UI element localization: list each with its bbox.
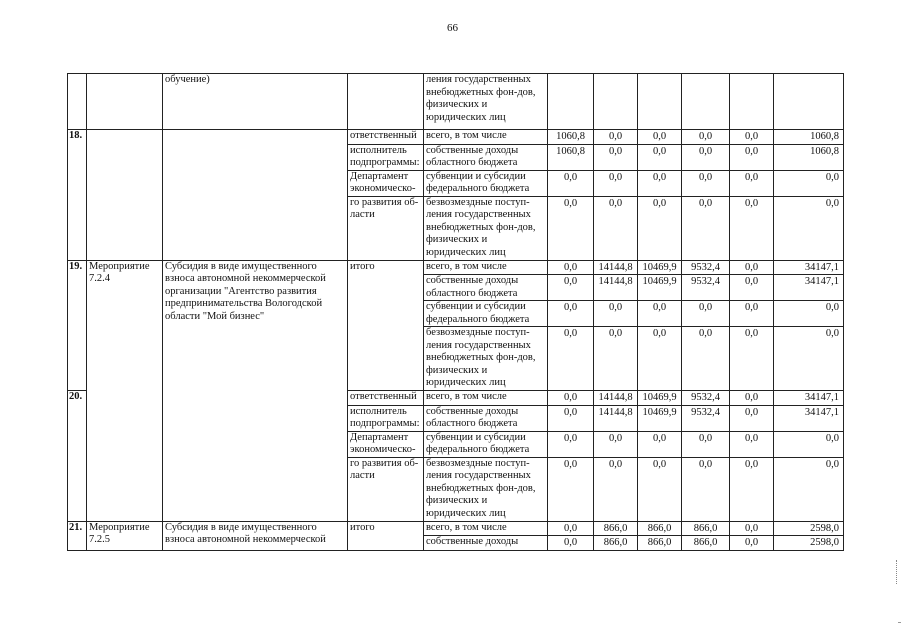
value-cell: 0,0 [730, 275, 774, 301]
value-cell: 0,0 [548, 327, 594, 391]
value-cell: 0,0 [730, 405, 774, 431]
value-cell: 0,0 [548, 457, 594, 521]
value-cell: 0,0 [548, 196, 594, 260]
value-cell: 0,0 [730, 301, 774, 327]
value-cell: 0,0 [730, 260, 774, 275]
responsible-cell: ответственный [348, 391, 424, 406]
value-cell: 0,0 [730, 144, 774, 170]
value-cell: 34147,1 [774, 391, 844, 406]
page-number: 66 [447, 22, 458, 34]
value-cell: 0,0 [548, 536, 594, 551]
table-row [68, 260, 844, 275]
value-cell: 0,0 [548, 260, 594, 275]
responsible-cell: Департамент экономическо- [348, 170, 424, 196]
table-row [68, 74, 844, 130]
value-cell: 866,0 [594, 536, 638, 551]
value-cell: 0,0 [730, 196, 774, 260]
value-cell: 1060,8 [548, 130, 594, 145]
value-cell [774, 74, 844, 130]
source-cell: безвозмездные поступ-ления государственных внебюджетных фон-дов, физических и юридических лиц [424, 457, 548, 521]
value-cell: 14144,8 [594, 260, 638, 275]
source-cell: безвозмездные поступ-ления государственных внебюджетных фон-дов, физических и юридических лиц [424, 327, 548, 391]
event-cell [87, 74, 163, 130]
value-cell: 0,0 [682, 457, 730, 521]
value-cell: 0,0 [638, 130, 682, 145]
source-cell: собственные доходы областного бюджета [424, 144, 548, 170]
value-cell: 866,0 [682, 536, 730, 551]
value-cell: 0,0 [638, 170, 682, 196]
value-cell: 0,0 [682, 144, 730, 170]
value-cell: 9532,4 [682, 391, 730, 406]
description-cell: обучение) [163, 74, 348, 130]
value-cell [730, 74, 774, 130]
table-row [68, 521, 844, 536]
value-cell: 0,0 [638, 327, 682, 391]
value-cell: 0,0 [638, 196, 682, 260]
value-cell: 9532,4 [682, 405, 730, 431]
source-cell: собственные доходы областного бюджета [424, 275, 548, 301]
value-cell: 0,0 [594, 144, 638, 170]
value-cell: 9532,4 [682, 260, 730, 275]
value-cell: 0,0 [594, 170, 638, 196]
value-cell: 0,0 [638, 457, 682, 521]
event-cell [87, 130, 163, 261]
source-cell: безвозмездные поступ-ления государственных внебюджетных фон-дов, физических и юридических лиц [424, 196, 548, 260]
value-cell: 10469,9 [638, 391, 682, 406]
value-cell: 10469,9 [638, 260, 682, 275]
source-cell: субвенции и субсидии федерального бюджета [424, 431, 548, 457]
value-cell [594, 74, 638, 130]
value-cell: 866,0 [594, 521, 638, 536]
value-cell: 0,0 [682, 170, 730, 196]
value-cell: 0,0 [730, 521, 774, 536]
value-cell: 0,0 [682, 327, 730, 391]
value-cell: 14144,8 [594, 405, 638, 431]
row-index: 19. [68, 260, 87, 391]
row-index [68, 74, 87, 130]
row-index: 18. [68, 130, 87, 261]
value-cell: 0,0 [682, 301, 730, 327]
value-cell: 0,0 [594, 327, 638, 391]
responsible-cell: го развития об-ласти [348, 457, 424, 521]
value-cell: 0,0 [730, 130, 774, 145]
value-cell: 10469,9 [638, 405, 682, 431]
value-cell: 0,0 [594, 457, 638, 521]
value-cell: 34147,1 [774, 405, 844, 431]
source-cell: субвенции и субсидии федерального бюджета [424, 301, 548, 327]
budget-table [67, 73, 844, 551]
value-cell: 14144,8 [594, 391, 638, 406]
value-cell: 0,0 [594, 130, 638, 145]
responsible-cell: исполнитель подпрограммы: [348, 405, 424, 431]
value-cell: 1060,8 [774, 130, 844, 145]
value-cell: 2598,0 [774, 521, 844, 536]
description-cell: Субсидия в виде имущественного взноса автономной некоммерческой [163, 521, 348, 550]
value-cell [548, 74, 594, 130]
value-cell [682, 74, 730, 130]
source-cell: всего, в том числе [424, 260, 548, 275]
value-cell: 0,0 [548, 170, 594, 196]
value-cell: 14144,8 [594, 275, 638, 301]
source-cell: всего, в том числе [424, 521, 548, 536]
table-row [68, 130, 844, 145]
responsible-cell: исполнитель подпрограммы: [348, 144, 424, 170]
responsible-cell: го развития об-ласти [348, 196, 424, 260]
value-cell: 9532,4 [682, 275, 730, 301]
value-cell: 1060,8 [774, 144, 844, 170]
value-cell: 0,0 [774, 431, 844, 457]
value-cell: 0,0 [774, 327, 844, 391]
value-cell: 0,0 [638, 301, 682, 327]
responsible-cell: Департамент экономическо- [348, 431, 424, 457]
value-cell: 0,0 [730, 170, 774, 196]
value-cell: 0,0 [548, 405, 594, 431]
value-cell: 1060,8 [548, 144, 594, 170]
value-cell: 0,0 [594, 196, 638, 260]
value-cell: 34147,1 [774, 260, 844, 275]
value-cell: 10469,9 [638, 275, 682, 301]
row-index: 20. [68, 391, 87, 522]
margin-tick [898, 622, 901, 623]
value-cell: 0,0 [774, 170, 844, 196]
value-cell: 0,0 [774, 196, 844, 260]
source-cell: всего, в том числе [424, 391, 548, 406]
responsible-cell: итого [348, 521, 424, 550]
value-cell: 0,0 [730, 327, 774, 391]
description-cell [163, 130, 348, 261]
value-cell: 0,0 [682, 196, 730, 260]
event-cell: Мероприятие 7.2.5 [87, 521, 163, 550]
event-cell: Мероприятие 7.2.4 [87, 260, 163, 521]
value-cell: 0,0 [730, 431, 774, 457]
value-cell: 0,0 [682, 431, 730, 457]
responsible-cell: итого [348, 260, 424, 391]
value-cell: 34147,1 [774, 275, 844, 301]
value-cell: 0,0 [548, 275, 594, 301]
source-cell: собственные доходы [424, 536, 548, 551]
source-cell: собственные доходы областного бюджета [424, 405, 548, 431]
value-cell: 0,0 [594, 431, 638, 457]
value-cell: 2598,0 [774, 536, 844, 551]
margin-mark [896, 560, 901, 584]
value-cell [638, 74, 682, 130]
value-cell: 0,0 [774, 301, 844, 327]
value-cell: 0,0 [548, 301, 594, 327]
value-cell: 0,0 [638, 431, 682, 457]
value-cell: 0,0 [730, 536, 774, 551]
value-cell: 0,0 [548, 391, 594, 406]
value-cell: 866,0 [638, 521, 682, 536]
value-cell: 866,0 [638, 536, 682, 551]
value-cell: 866,0 [682, 521, 730, 536]
value-cell: 0,0 [730, 457, 774, 521]
value-cell: 0,0 [682, 130, 730, 145]
value-cell: 0,0 [638, 144, 682, 170]
value-cell: 0,0 [774, 457, 844, 521]
value-cell: 0,0 [548, 521, 594, 536]
source-cell: всего, в том числе [424, 130, 548, 145]
source-cell: ления государственных внебюджетных фон-дов, физических и юридических лиц [424, 74, 548, 130]
responsible-cell [348, 74, 424, 130]
responsible-cell: ответственный [348, 130, 424, 145]
row-index: 21. [68, 521, 87, 550]
value-cell: 0,0 [594, 301, 638, 327]
source-cell: субвенции и субсидии федерального бюджета [424, 170, 548, 196]
value-cell: 0,0 [548, 431, 594, 457]
value-cell: 0,0 [730, 391, 774, 406]
description-cell: Субсидия в виде имущественного взноса автономной некоммерческой организации "Агентство развития предпринимательства Вологодской области "Мой бизнес" [163, 260, 348, 521]
